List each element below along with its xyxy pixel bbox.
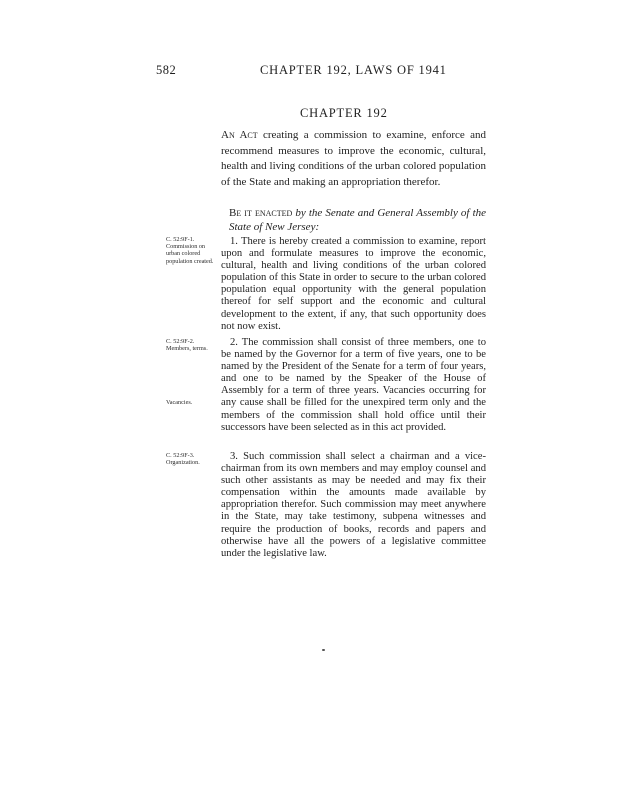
act-title-lead: An Act — [221, 129, 258, 141]
sidenote-citation: C. 52:9F-1. — [166, 236, 195, 243]
section-2: 2. The commission shall consist of three members, one to be named by the Governor for a term of five years, one to be named by the President of the Senate for a term of four years, and one to be named by the Speaker of the House of Assembly for a term of three years. Vacancies occurring for any cause shall be filled for the unexpired term only and the members of the commission shall hold office until their successors have been selected as in this act provided. — [221, 337, 486, 433]
page-number: 582 — [156, 63, 177, 77]
act-title — [221, 128, 486, 190]
sidenote-text: Organization. — [166, 459, 200, 467]
enacting-clause — [229, 206, 486, 234]
chapter-title: CHAPTER 192 — [300, 106, 388, 120]
sidenote-text: Commission on urban colored population created. — [166, 243, 214, 265]
sidenote-section-2 — [166, 338, 220, 352]
sidenote-vacancies — [166, 399, 220, 406]
sidenote-citation: C. 52:9F-2. — [166, 338, 195, 345]
scan-speck — [322, 649, 325, 651]
sidenote-section-1 — [166, 236, 220, 265]
running-head: CHAPTER 192, LAWS OF 1941 — [260, 63, 447, 77]
sidenote-text: Members, terms. — [166, 345, 208, 353]
sidenote-citation: C. 52:9F-3. — [166, 452, 195, 459]
act-title-text: creating a commission to examine, enforce and recommend measures to improve the economic, cultural, health and living conditions of the urban colored population of the State and making an appropriation therefor. — [221, 129, 487, 188]
section-3: 3. Such commission shall select a chairman and a vice-chairman from its own members and may employ counsel and such other assistants as may be needed and may fix their compensation within the amounts made available by appropriation therefor. Such commission may meet anywhere in the State, may take testimony, subpena witnesses and require the production of books, records and papers and otherwise have all the powers of a legislative committee under the legislative law. — [221, 451, 486, 559]
sidenote-text: Vacancies. — [166, 399, 193, 406]
sidenote-section-3 — [166, 452, 220, 466]
enacting-clause-text: by the Senate and General Assembly of the State of New Jersey: — [229, 207, 487, 233]
enacting-clause-lead: Be it enacted — [229, 207, 293, 219]
section-1: 1. There is hereby created a commission to examine, report upon and formulate measures to improve the economic, cultural, health and living conditions of the urban colored population of this State in order to secure to the urban colored population equal opportunity with the general population thereof for self support and the economic and cultural development to the extent, if any, that such opportunity does not now exist. — [221, 236, 486, 332]
